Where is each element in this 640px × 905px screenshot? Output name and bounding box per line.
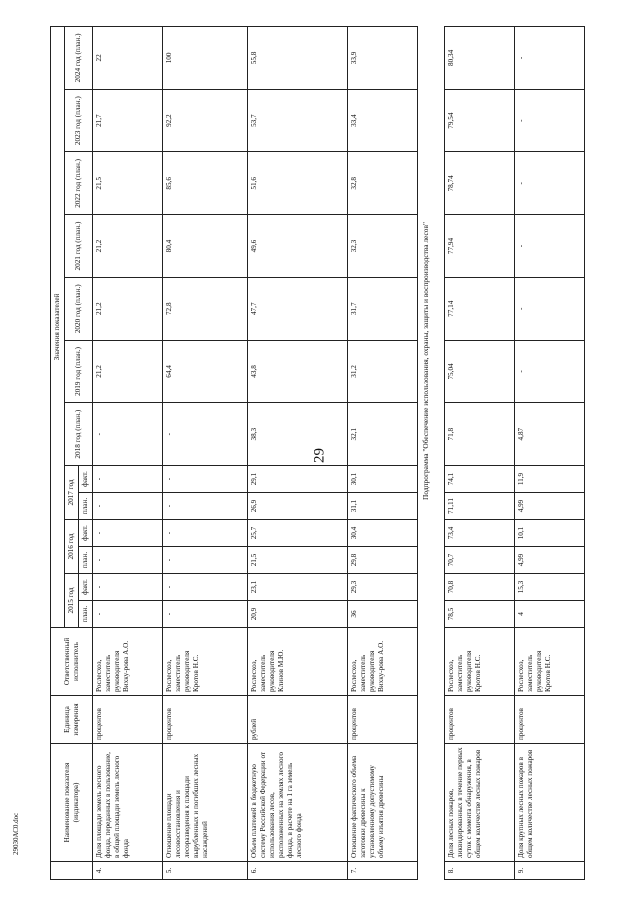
row-number: 5. bbox=[162, 862, 247, 880]
header-no bbox=[51, 862, 93, 880]
value-cell: 21,5 bbox=[247, 547, 347, 574]
value-cell: 32,8 bbox=[348, 152, 418, 215]
value-cell: 71,8 bbox=[445, 403, 515, 466]
value-cell: 75,04 bbox=[445, 340, 515, 403]
value-cell: 29,1 bbox=[247, 466, 347, 493]
value-cell: - bbox=[93, 466, 163, 493]
value-cell: 33,9 bbox=[348, 27, 418, 90]
header-plan: план. bbox=[79, 601, 93, 628]
value-cell: 38,3 bbox=[247, 403, 347, 466]
header-year: 2024 год (план.) bbox=[65, 27, 93, 90]
header-plan: план. bbox=[79, 493, 93, 520]
value-cell: 21,5 bbox=[93, 152, 163, 215]
value-cell: 30,4 bbox=[348, 520, 418, 547]
value-cell: 25,7 bbox=[247, 520, 347, 547]
page-number: 29 bbox=[311, 448, 328, 463]
value-cell: 11,9 bbox=[515, 466, 585, 493]
value-cell: 30,1 bbox=[348, 466, 418, 493]
value-cell: - bbox=[515, 89, 585, 152]
value-cell: 79,54 bbox=[445, 89, 515, 152]
footer-filename: 29030АС0.doc bbox=[12, 812, 20, 855]
value-cell: 21,2 bbox=[93, 215, 163, 278]
unit-cell: процентов bbox=[348, 696, 418, 744]
indicator-name: Доля площади земель лесного фонда, переданных в пользование, в общей площади земель лесного фонда bbox=[93, 744, 163, 862]
value-cell: 15,3 bbox=[515, 574, 585, 601]
responsible-cell: Рослесхоз, заместитель руководителя Вихку-рова А.О. bbox=[93, 628, 163, 696]
header-plan: план. bbox=[79, 547, 93, 574]
value-cell: 36 bbox=[348, 601, 418, 628]
value-cell: - bbox=[162, 466, 247, 493]
value-cell: 29,3 bbox=[348, 574, 418, 601]
value-cell: 85,6 bbox=[162, 152, 247, 215]
value-cell: - bbox=[515, 215, 585, 278]
header-fact: факт. bbox=[79, 574, 93, 601]
value-cell: 78,5 bbox=[445, 601, 515, 628]
value-cell: 64,4 bbox=[162, 340, 247, 403]
header-name: Наименование показателя (индикатора) bbox=[51, 744, 93, 862]
value-cell: 80,4 bbox=[162, 215, 247, 278]
value-cell: - bbox=[515, 340, 585, 403]
responsible-cell: Рослесхоз, заместитель руководителя Кротов Н.С. bbox=[162, 628, 247, 696]
responsible-cell: Рослесхоз, заместитель руководителя Кротов Н.С. bbox=[445, 628, 515, 696]
indicator-name: Отношение площади лесовосстановления и лесоразведения к площади вырубленных и погибших лесных насаждений bbox=[162, 744, 247, 862]
value-cell: 31,7 bbox=[348, 277, 418, 340]
table-row bbox=[93, 27, 163, 880]
value-cell: - bbox=[93, 574, 163, 601]
value-cell: 33,4 bbox=[348, 89, 418, 152]
value-cell: 55,8 bbox=[247, 27, 347, 90]
row-number: 4. bbox=[93, 862, 163, 880]
value-cell: - bbox=[93, 493, 163, 520]
value-cell: 22 bbox=[93, 27, 163, 90]
header-fact: факт. bbox=[79, 466, 93, 493]
value-cell: - bbox=[515, 277, 585, 340]
value-cell: 31,2 bbox=[348, 340, 418, 403]
value-cell: 92,2 bbox=[162, 89, 247, 152]
value-cell: - bbox=[162, 403, 247, 466]
table-row bbox=[247, 27, 347, 880]
header-year: 2015 год bbox=[65, 574, 79, 628]
indicator-table bbox=[50, 26, 585, 880]
value-cell: 71,11 bbox=[445, 493, 515, 520]
row-number: 6. bbox=[247, 862, 347, 880]
value-cell: 21,2 bbox=[93, 340, 163, 403]
value-cell: - bbox=[162, 601, 247, 628]
value-cell: - bbox=[93, 520, 163, 547]
header-year: 2019 год (план.) bbox=[65, 340, 93, 403]
value-cell: 4,87 bbox=[515, 403, 585, 466]
header-fact: факт. bbox=[79, 520, 93, 547]
value-cell: 10,1 bbox=[515, 520, 585, 547]
value-cell: 100 bbox=[162, 27, 247, 90]
value-cell: 70,8 bbox=[445, 574, 515, 601]
value-cell: 73,4 bbox=[445, 520, 515, 547]
value-cell: 32,1 bbox=[348, 403, 418, 466]
header-year: 2022 год (план.) bbox=[65, 152, 93, 215]
value-cell: 23,1 bbox=[247, 574, 347, 601]
value-cell: 47,7 bbox=[247, 277, 347, 340]
subprogram-title: Подпрограмма "Обеспечение использования, охраны, защиты и воспроизводства лесов" bbox=[417, 27, 445, 696]
value-cell: 21,7 bbox=[93, 89, 163, 152]
table-row bbox=[445, 27, 515, 880]
value-cell: - bbox=[93, 403, 163, 466]
table-row bbox=[162, 27, 247, 880]
indicator-name: Доля крупных лесных пожаров в общем количестве лесных пожаров bbox=[515, 744, 585, 862]
unit-cell: процентов bbox=[515, 696, 585, 744]
indicator-table-sheet bbox=[50, 26, 585, 880]
indicator-name: Отношение фактического объема заготовки древесины к установленному допустимому объему изъятия древесины bbox=[348, 744, 418, 862]
value-cell: - bbox=[515, 152, 585, 215]
value-cell: 4 bbox=[515, 601, 585, 628]
value-cell: 26,9 bbox=[247, 493, 347, 520]
value-cell: 70,7 bbox=[445, 547, 515, 574]
value-cell: 72,8 bbox=[162, 277, 247, 340]
table-row bbox=[348, 27, 418, 880]
subprogram-row bbox=[417, 27, 445, 880]
unit-cell: процентов bbox=[162, 696, 247, 744]
value-cell: - bbox=[93, 547, 163, 574]
value-cell: 77,94 bbox=[445, 215, 515, 278]
responsible-cell: Рослесхоз, заместитель руководителя Кротов Н.С. bbox=[515, 628, 585, 696]
value-cell: 51,6 bbox=[247, 152, 347, 215]
header-year: 2021 год (план.) bbox=[65, 215, 93, 278]
header-year: 2023 год (план.) bbox=[65, 89, 93, 152]
row-number: 7. bbox=[348, 862, 418, 880]
value-cell: 20,9 bbox=[247, 601, 347, 628]
value-cell: - bbox=[93, 601, 163, 628]
header-year: 2018 год (план.) bbox=[65, 403, 93, 466]
value-cell: 77,14 bbox=[445, 277, 515, 340]
unit-cell: процентов bbox=[93, 696, 163, 744]
table-row bbox=[515, 27, 585, 880]
row-number: 9. bbox=[515, 862, 585, 880]
indicator-name: Доля лесных пожаров, ликвидированных в течение первых суток с момента обнаружения, в общем количестве лесных пожаров bbox=[445, 744, 515, 862]
value-cell: 32,3 bbox=[348, 215, 418, 278]
value-cell: - bbox=[162, 547, 247, 574]
header-responsible: Ответственный исполнитель bbox=[51, 628, 93, 696]
responsible-cell: Рослесхоз, заместитель руководителя Вихку-рова А.О. bbox=[348, 628, 418, 696]
value-cell: 78,74 bbox=[445, 152, 515, 215]
indicator-name: Объем платежей в бюджетную систему Российской Федерации от использования лесов, расположенных на землях лесного фонда, в расчете на 1 га земель лесного фонда bbox=[247, 744, 347, 862]
unit-cell: рублей bbox=[247, 696, 347, 744]
value-cell: 43,8 bbox=[247, 340, 347, 403]
value-cell: 74,1 bbox=[445, 466, 515, 493]
value-cell: 21,2 bbox=[93, 277, 163, 340]
value-cell: 29,8 bbox=[348, 547, 418, 574]
value-cell: - bbox=[515, 27, 585, 90]
unit-cell: процентов bbox=[445, 696, 515, 744]
value-cell: - bbox=[162, 520, 247, 547]
header-unit: Единица измерения bbox=[51, 696, 93, 744]
value-cell: 53,7 bbox=[247, 89, 347, 152]
value-cell: 4,99 bbox=[515, 493, 585, 520]
header-year: 2016 год bbox=[65, 520, 79, 574]
row-number: 8. bbox=[445, 862, 515, 880]
value-cell: 49,6 bbox=[247, 215, 347, 278]
header-year: 2017 год bbox=[65, 466, 79, 520]
value-cell: - bbox=[162, 574, 247, 601]
value-cell: 4,99 bbox=[515, 547, 585, 574]
value-cell: - bbox=[162, 493, 247, 520]
value-cell: 80,34 bbox=[445, 27, 515, 90]
value-cell: 31,1 bbox=[348, 493, 418, 520]
header-year: 2020 год (план.) bbox=[65, 277, 93, 340]
header-values-group: Значения показателей bbox=[51, 27, 65, 628]
responsible-cell: Рослесхоз, заместитель руководителя Клинов М.Ю. bbox=[247, 628, 347, 696]
